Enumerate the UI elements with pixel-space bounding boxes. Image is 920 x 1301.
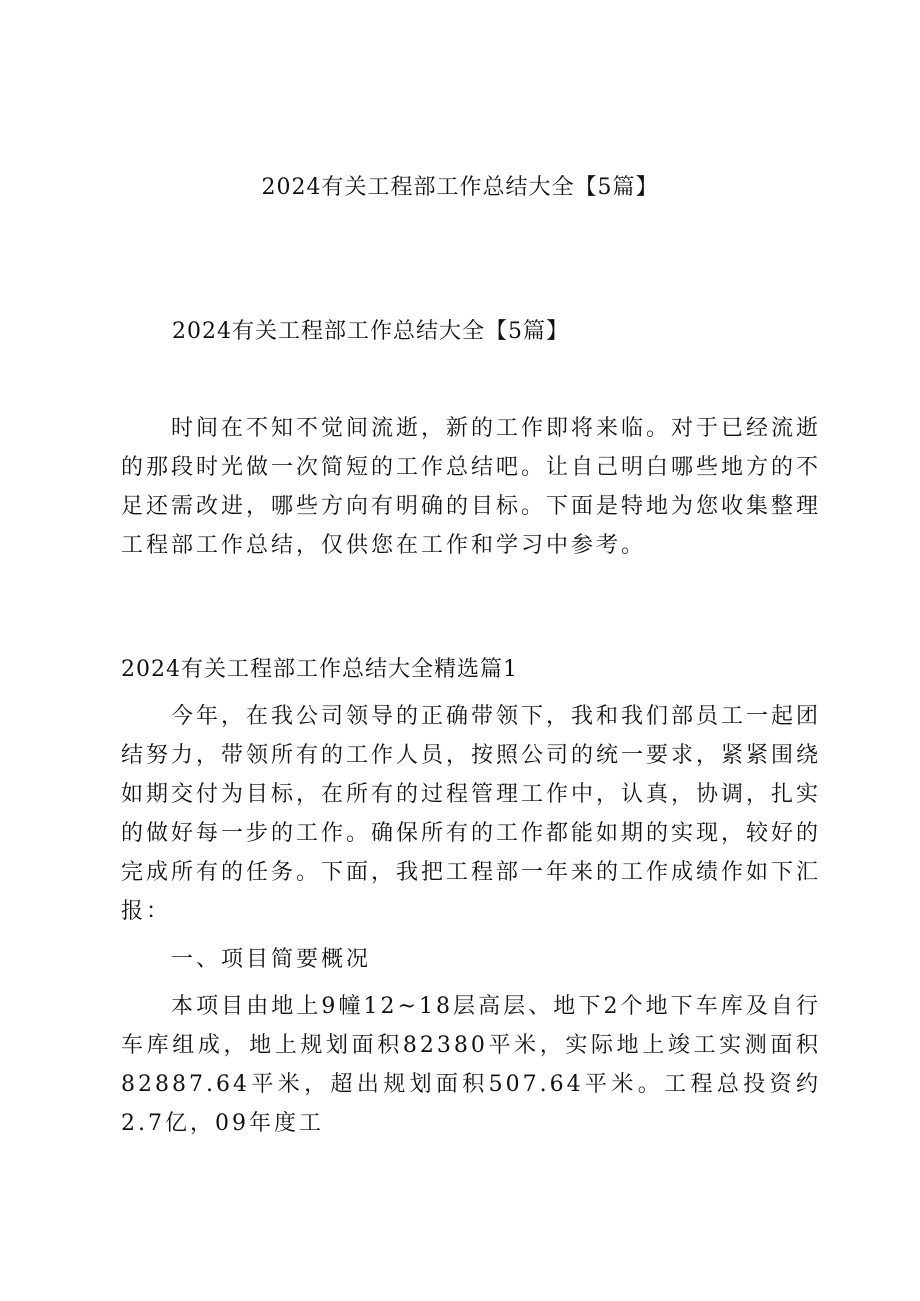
project-overview-paragraph: 本项目由地上9幢12~18层高层、地下2个地下车库及自行车库组成，地上规划面积82380平米，实际地上竣工实测面积82887.64平米，超出规划面积507.64平米。工程总投资约2.7亿，09年度工 <box>121 994 821 1136</box>
document-subtitle: 2024有关工程部工作总结大全【5篇】 <box>172 319 569 344</box>
section-heading: 2024有关工程部工作总结大全精选篇1 <box>121 657 518 682</box>
intro-paragraph: 时间在不知不觉间流逝，新的工作即将来临。对于已经流逝的那段时光做一次简短的工作总结吧。让自己明白哪些地方的不足还需改进，哪些方向有明确的目标。下面是特地为您收集整理工程部工作总结，仅供您在工作和学习中参考。 <box>121 416 822 558</box>
document-title: 2024有关工程部工作总结大全【5篇】 <box>261 175 659 200</box>
project-overview-heading: 一、项目简要概况 <box>171 947 372 972</box>
section-body-paragraph: 今年，在我公司领导的正确带领下，我和我们部员工一起团结努力，带领所有的工作人员，按照公司的统一要求，紧紧围绕如期交付为目标，在所有的过程管理工作中，认真，协调，扎实的做好每一步的工作。确保所有的工作都能如期的实现，较好的完成所有的任务。下面，我把工程部一年来的工作成绩作如下汇报： <box>121 704 822 924</box>
